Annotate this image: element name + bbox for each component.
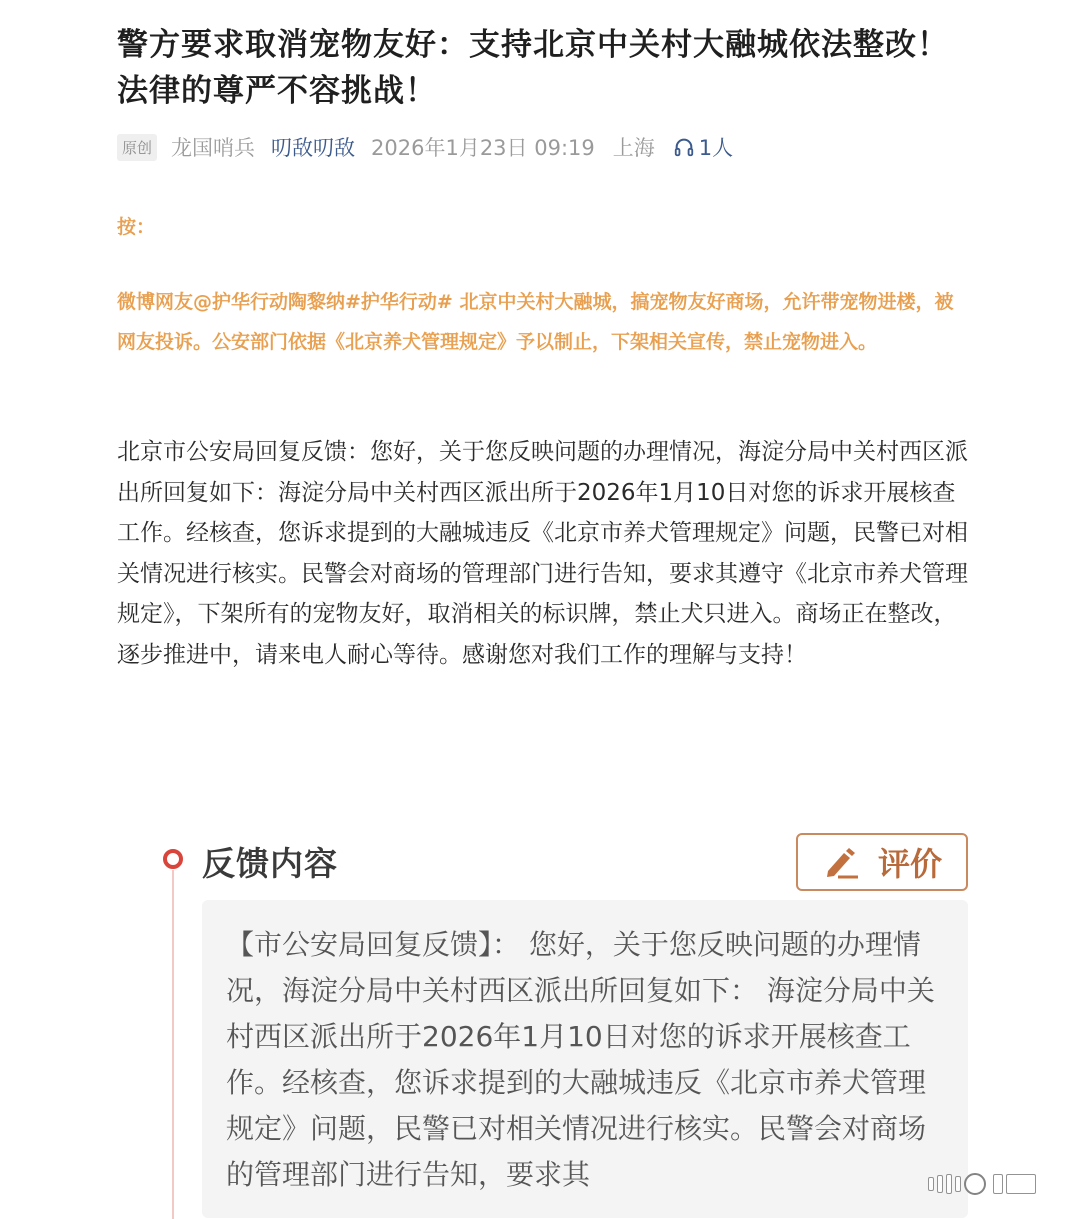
- watermark-bar: [1006, 1174, 1036, 1194]
- watermark-circle-icon: [964, 1173, 986, 1195]
- article-meta: [117, 130, 733, 164]
- watermark-bar: [937, 1175, 943, 1193]
- author-name[interactable]: 龙国哨兵: [171, 136, 256, 160]
- rate-button[interactable]: [796, 833, 968, 891]
- timeline-line: [172, 870, 174, 1219]
- watermark-bar: [955, 1176, 961, 1192]
- publish-location: 上海: [612, 136, 655, 160]
- platform-watermark: [928, 1170, 1058, 1198]
- reply-text: 【市公安局回复反馈】： 您好，关于您反映问题的办理情况，海淀分局中关村西区派出所回复如下： 海淀分局中关村西区派出所于2026年1月10日对您的诉求开展核查工作。经核查，您诉求提到的大融城违反《北京市养犬管理规定》问题，民警已对相关情况进行核实。民警会对商场的管理部门进行告知，要求其: [226, 928, 935, 1191]
- publish-date: 2026年1月23日 09:19: [371, 136, 595, 160]
- headphones-icon: [673, 136, 695, 158]
- rate-button-label: 评价: [877, 845, 942, 883]
- listen-button[interactable]: [673, 132, 733, 162]
- feedback-section-title: 反馈内容: [202, 844, 338, 883]
- timeline-dot-icon: [163, 849, 183, 869]
- account-link[interactable]: 叨敌叨敌: [271, 136, 356, 160]
- reply-content-box: [202, 900, 968, 1218]
- watermark-bar: [946, 1174, 952, 1194]
- article-body: 北京市公安局回复反馈：您好，关于您反映问题的办理情况，海淀分局中关村西区派出所回复如下：海淀分局中关村西区派出所于2026年1月10日对您的诉求开展核查工作。经核查，您诉求提到的大融城违反《北京市养犬管理规定》问题，民警已对相关情况进行核实。民警会对商场的管理部门进行告知，要求其遵守《北京市养犬管理规定》，下架所有的宠物友好，取消相关的标识牌，禁止犬只进入。商场正在整改，逐步推进中，请来电人耐心等待。感谢您对我们工作的理解与支持！: [117, 439, 968, 668]
- original-badge: 原创: [117, 134, 157, 161]
- article-title: 警方要求取消宠物友好：支持北京中关村大融城依法整改！法律的尊严不容挑战！: [117, 27, 949, 109]
- watermark-bar: [928, 1177, 934, 1191]
- article-header: [117, 22, 967, 114]
- pencil-icon: [822, 845, 860, 879]
- editor-note: 微博网友@护华行动陶黎纳#护华行动# 北京中关村大融城，搞宠物友好商场，允许带宠物进楼，被网友投诉。公安部门依据《北京养犬管理规定》予以制止，下架相关宣传，禁止宠物进入。: [117, 291, 954, 353]
- listener-count: 1人: [698, 136, 734, 160]
- editor-note-label: 按：: [117, 216, 156, 238]
- feedback-screenshot: [150, 818, 970, 1218]
- watermark-bar: [993, 1174, 1003, 1194]
